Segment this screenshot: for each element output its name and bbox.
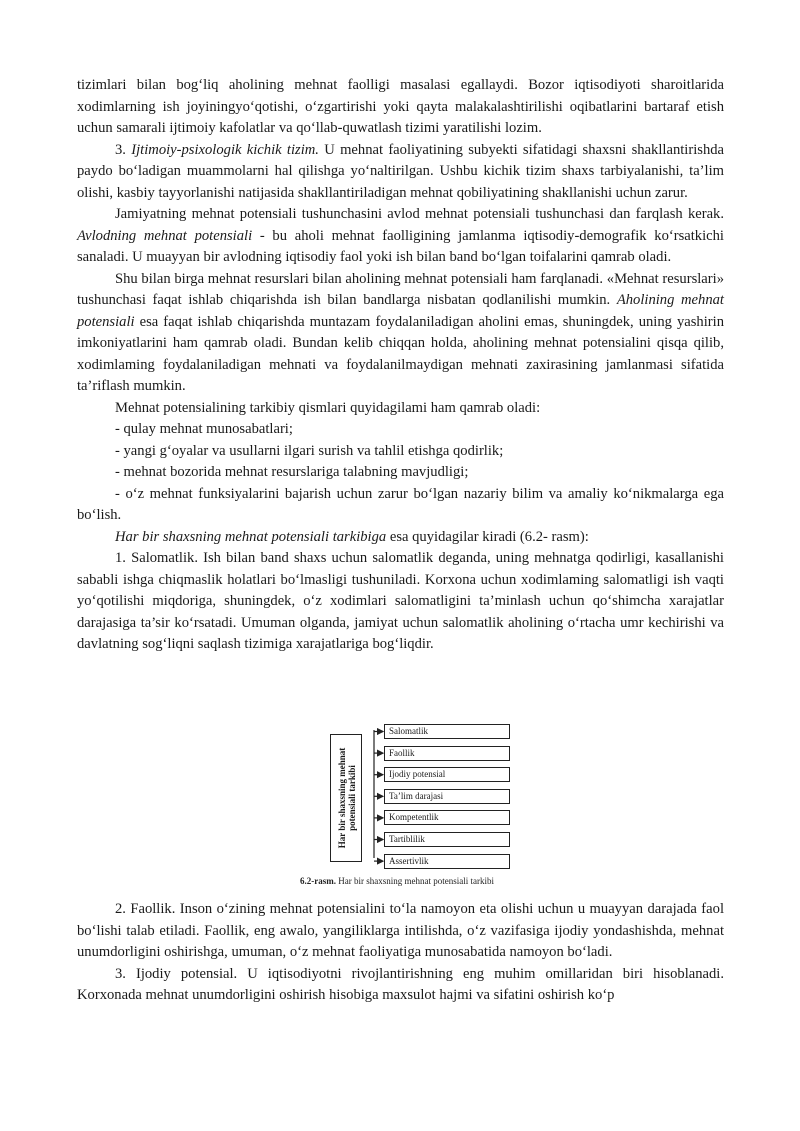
italic-term: Aholining mehnat potensiali [77,292,724,330]
figure-diagram [328,720,518,870]
italic-term: Ijtimoiy-psixologik kichik tizim. [131,141,319,158]
item-number: 3. [115,141,132,158]
figure-box: Ta’lim darajasi [384,789,510,804]
caption-text: Har bir shaxsning mehnat potensiali tarkibi [336,876,494,886]
paragraph [77,269,724,398]
list-item: - yangi g‘oyalar va usullarni ilgari surish va tahlil etishga qodirlik; [115,442,504,459]
paragraph: tizimlari bilan bog‘liq aholining mehnat faolligi masalasi egallaydi. Bozor iqtisodiyoti sharoitlarida xodimlarning ish joyiningyo‘qotishi, o‘zgartirishi yoki qayta malakalashtirilishi oqibatlarini bartaraf etish uchun samarali ijtimoiy kafolatlar va qo‘llab-quwatlash tizimi yaratilishi lozim. [77,77,724,136]
list-item: - mehnat bozorida mehnat resurslariga talabning mavjudligi; [115,464,469,480]
figure-label-line: potensiali tarkibi [347,765,358,831]
paragraph: 3. Ijodiy potensial. U iqtisodiyotni rivojlantirishning eng muhim omillaridan biri hisoblanadi. Korxonada mehnat unumdorligini oshirish hisobiga maxsulot hajmi va sifatini oshirish ko‘p [77,965,724,1003]
figure-box: Ijodiy potensial [384,767,510,782]
text-block-bottom [77,899,724,1007]
figure-box: Tartiblilik [384,832,510,847]
caption-number: 6.2-rasm. [300,876,336,886]
figure-box: Faollik [384,746,510,761]
paragraph-text: Jamiyatning mehnat potensiali tushunchasini avlod mehnat potensiali tushunchasi dan farqlash kerak. [115,206,724,222]
figure-label-line: Har bir shaxsning mehnat [337,747,348,849]
paragraph-text: U mehnat faoliyatining subyekti sifatidagi shaxsni shakllantirishda paydo bo‘ladigan muammolarni hal qilishga yo‘naltirilgan. Ushbu kichik tizim shaxs tarbiyalanishi, ta’lim olishi, kasbiy tayyorlanishi natijasida shakllantiriladigan mehnat qobiliyatining shakllanishi uchun zarur. [77,141,725,201]
paragraph-text: esa quyidagilar kiradi (6.2- rasm): [386,528,589,545]
paragraph [77,204,724,269]
paragraph: 2. Faollik. Inson o‘zining mehnat potensialini to‘la namoyon eta olishi uchun u muayyan darajada faol bo‘lishi talab etiladi. Faollik, eng awalo, yangiliklarga intilishda, o‘z vazifasiga ijodiy yondashishda, mehnat unumdorligini oshirishga, umuman, o‘z mehnat faoliyatiga munosabatida namoyon bo‘ladi. [77,901,724,960]
paragraph [77,140,724,205]
paragraph-text: esa faqat ishlab chiqarishda muntazam foydalaniladigan aholini emas, shuningdek, uning yashirin imkoniyatlarini ham qamrab oladi. Bundan kelib chiqqan holda, aholining mehnat potensialini qisqa qilib, xodimlaming foydalaniladigan mehnati va foydalanilmaydigan mehnati zaxirasining jamlanmasi sifatida ta’riflash mumkin. [77,313,724,394]
list-item: - o‘z mehnat funksiyalarini bajarish uchun zarur bo‘lgan nazariy bilim va amaliy ko‘nikmalarga ega bo‘lish. [77,485,724,523]
figure-box: Assertivlik [384,854,510,869]
paragraph: 1. Salomatlik. Ish bilan band shaxs uchun salomatlik deganda, uning mehnatga qodirligi, kasallanishi sababli ishga chiqmaslik holatlari bo‘lmasligi tushuniladi. Korxona uchun xodimlaming salomatligi ish vaqti yo‘qotilishi miqdoriga, shuningdek, o‘z xodimlari salomatligini ta’minlash uchun qo‘shimcha xarajatlar darajasiga ta’sir ko‘rsatadi. Umuman olganda, jamiyat uchun salomatlik aholining o‘rtacha umr kechirishi va davlatning sog‘liqni saqlash tizimiga xarajatlariga bog‘liqdir. [77,550,724,652]
paragraph: Mehnat potensialining tarkibiy qismlari quyidagilami ham qamrab oladi: [115,399,541,416]
text-block-top [77,75,724,656]
figure-box: Kompetentlik [384,810,510,825]
list-item: - qulay mehnat munosabatlari; [115,421,293,437]
italic-term: Har bir shaxsning mehnat potensiali tarkibiga [115,528,387,545]
figure-box: Salomatlik [384,724,510,739]
paragraph [77,527,724,549]
figure-caption [300,876,560,887]
italic-term: Avlodning mehnat potensiali [77,227,253,244]
paragraph-text: Shu bilan birga mehnat resurslari bilan aholining mehnat potensiali ham farqlanadi. «Mehnat resurslari» tushunchasi faqat ishlab chiqarishda ish bilan bandlarga nisbatan qodlanilishi mumkin. [77,270,724,308]
paragraph-text: - bu aholi mehnat faolligining jamlanma iqtisodiy-demografik ko‘rsatkichi sanaladi. U muayyan bir avlodning iqtisodiy faol yoki ish bilan band bo‘lgan toifalarini qamrab oladi. [77,227,724,265]
